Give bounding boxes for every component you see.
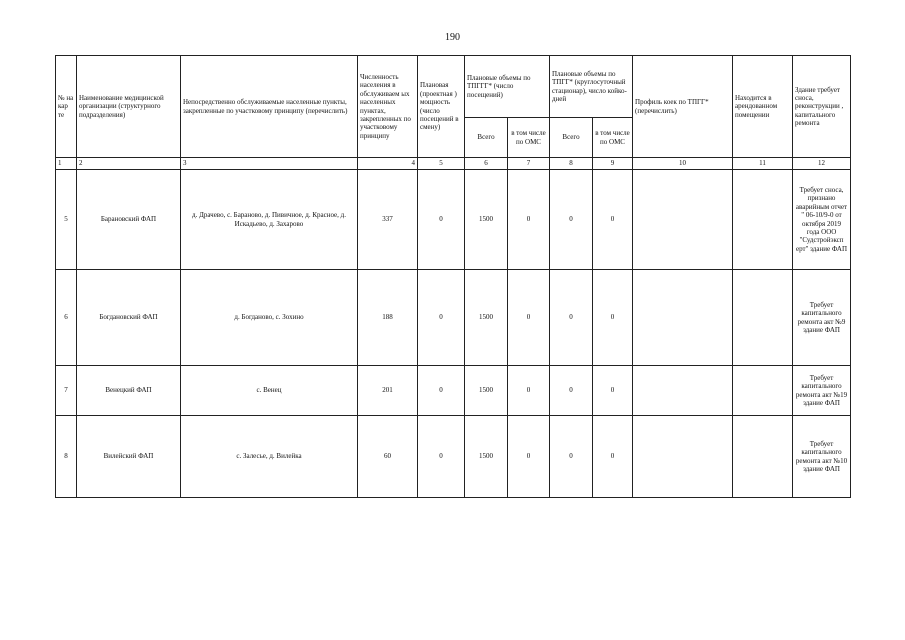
row-population: 60 xyxy=(358,416,418,498)
row-beds-total: 0 xyxy=(550,170,593,270)
row-no: 6 xyxy=(56,270,77,366)
row-visits-oms: 0 xyxy=(508,366,550,416)
column-number-row xyxy=(56,158,851,170)
row-rented xyxy=(733,366,793,416)
row-beds-total: 0 xyxy=(550,416,593,498)
row-served: с. Венец xyxy=(181,366,358,416)
row-profile xyxy=(633,170,733,270)
row-visits-total: 1500 xyxy=(465,170,508,270)
column-number: 10 xyxy=(633,158,733,170)
column-number: 11 xyxy=(733,158,793,170)
row-visits-total: 1500 xyxy=(465,416,508,498)
row-building: Требует капитального ремонта акт №9 здание ФАП xyxy=(793,270,851,366)
row-no: 8 xyxy=(56,416,77,498)
column-number: 12 xyxy=(793,158,851,170)
facilities-table xyxy=(55,55,851,498)
row-building: Требует капитального ремонта акт №10 здание ФАП xyxy=(793,416,851,498)
header-capacity: Плановая (проектная ) мощность (число посещений в смену) xyxy=(418,56,465,158)
row-visits-oms: 0 xyxy=(508,170,550,270)
row-profile xyxy=(633,366,733,416)
row-no: 5 xyxy=(56,170,77,270)
row-population: 188 xyxy=(358,270,418,366)
row-visits-oms: 0 xyxy=(508,270,550,366)
row-org: Богдановский ФАП xyxy=(77,270,181,366)
row-rented xyxy=(733,170,793,270)
table-row xyxy=(56,366,851,416)
column-number: 6 xyxy=(465,158,508,170)
column-number: 2 xyxy=(77,158,181,170)
row-population: 337 xyxy=(358,170,418,270)
column-number: 3 xyxy=(181,158,358,170)
row-beds-oms: 0 xyxy=(593,366,633,416)
column-number: 8 xyxy=(550,158,593,170)
row-building: Требует сноса, признано аварийным отчет " 06-10/9-0 от октября 2019 года ООО "Судстройэксп ерт" здание ФАП xyxy=(793,170,851,270)
row-capacity: 0 xyxy=(418,270,465,366)
row-population: 201 xyxy=(358,366,418,416)
row-served: с. Залесье, д. Вилейка xyxy=(181,416,358,498)
header-visits-total: Всего xyxy=(465,118,508,158)
row-rented xyxy=(733,270,793,366)
row-no: 7 xyxy=(56,366,77,416)
row-capacity: 0 xyxy=(418,366,465,416)
table-row xyxy=(56,270,851,366)
row-org: Вилейский ФАП xyxy=(77,416,181,498)
row-rented xyxy=(733,416,793,498)
row-profile xyxy=(633,270,733,366)
row-org: Барановский ФАП xyxy=(77,170,181,270)
header-beds-oms: в том числе по ОМС xyxy=(593,118,633,158)
row-profile xyxy=(633,416,733,498)
row-beds-oms: 0 xyxy=(593,170,633,270)
row-beds-total: 0 xyxy=(550,366,593,416)
header-building: Здание требует сноса, реконструкции , капитального ремонта xyxy=(793,56,851,158)
header-served: Непосредственно обслуживаемые населенные пункты, закрепленные по участковому принципу (перечислить) xyxy=(181,56,358,158)
column-number: 7 xyxy=(508,158,550,170)
table-row xyxy=(56,416,851,498)
row-served: д. Драчево, с. Бараново, д. Пивичное, д. Красное, д. Искадьево, д. Захарово xyxy=(181,170,358,270)
table-row xyxy=(56,170,851,270)
row-beds-oms: 0 xyxy=(593,416,633,498)
header-visits-group: Плановые объемы по ТПГГГ* (число посещений) xyxy=(465,56,550,118)
column-number: 9 xyxy=(593,158,633,170)
header-rented: Находится в арендованном помещении xyxy=(733,56,793,158)
column-number: 1 xyxy=(56,158,77,170)
header-org: Наименование медицинской организации (структурного подразделения) xyxy=(77,56,181,158)
header-profile: Профиль коек по ТПГГ* (перечислить) xyxy=(633,56,733,158)
row-beds-oms: 0 xyxy=(593,270,633,366)
row-visits-total: 1500 xyxy=(465,366,508,416)
row-visits-oms: 0 xyxy=(508,416,550,498)
row-org: Венецкий ФАП xyxy=(77,366,181,416)
column-number: 4 xyxy=(358,158,418,170)
header-beds-group: Плановые объемы по ТПГГ* (круглосуточный стационар), число койко-дней xyxy=(550,56,633,118)
row-beds-total: 0 xyxy=(550,270,593,366)
header-beds-total: Всего xyxy=(550,118,593,158)
header-population: Численность населения в обслуживаем ых населенных пунктах, закрепленных по участковому принципу xyxy=(358,56,418,158)
header-row-1 xyxy=(56,56,851,118)
column-number: 5 xyxy=(418,158,465,170)
row-served: д. Богданово, с. Зохино xyxy=(181,270,358,366)
row-building: Требует капитального ремонта акт №19 здание ФАП xyxy=(793,366,851,416)
page-number: 190 xyxy=(445,32,460,43)
header-no: № на кар те xyxy=(56,56,77,158)
row-capacity: 0 xyxy=(418,170,465,270)
row-capacity: 0 xyxy=(418,416,465,498)
row-visits-total: 1500 xyxy=(465,270,508,366)
header-visits-oms: в том числе по ОМС xyxy=(508,118,550,158)
